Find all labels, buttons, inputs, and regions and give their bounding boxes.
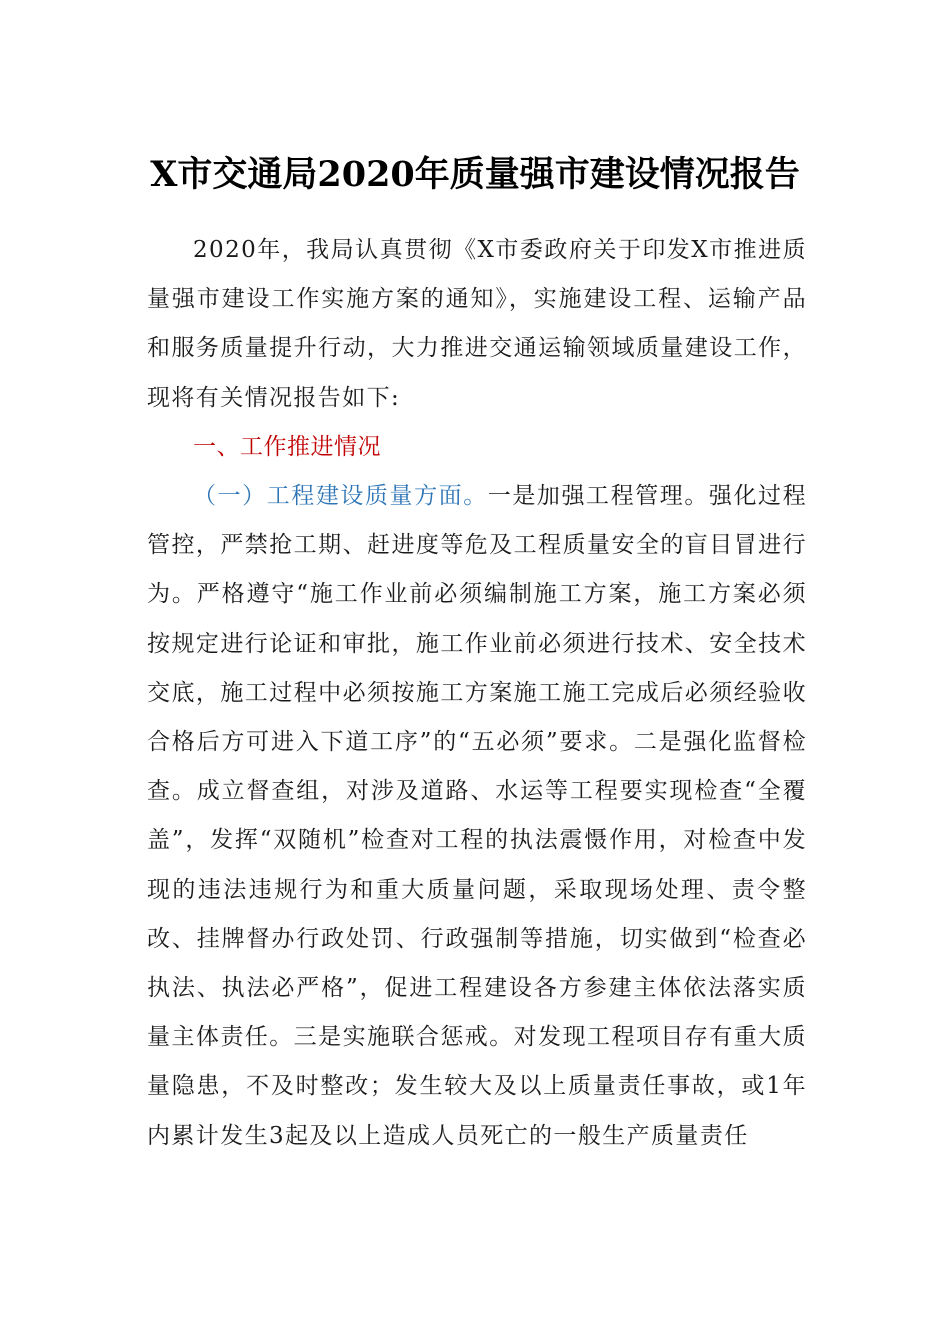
document-title: X市交通局2020年质量强市建设情况报告 [150,154,800,195]
section-heading: 一、工作推进情况 [193,433,381,460]
document-body [147,226,807,1161]
subsection-heading: （一）工程建设质量方面。 [193,483,488,510]
intro-paragraph: 2020年，我局认真贯彻《X市委政府关于印发X市推进质量强市建设工作实施方案的通知》，实施建设工程、运输产品和服务质量提升行动，大力推进交通运输领域质量建设工作，现将有关情况报告如下: [147,237,807,411]
subsection-body: 一是加强工程管理。强化过程管控，严禁抢工期、赶进度等危及工程质量安全的盲目冒进行为。严格遵守“施工作业前必须编制施工方案，施工方案必须按规定进行论证和审批，施工作业前必须进行技术、安全技术交底，施工过程中必须按施工方案施工施工完成后必须经验收合格后方可进入下道工序”的“五必须”要求。二是强化监督检查。成立督查组，对涉及道路、水运等工程要实现检查“全覆盖”，发挥“双随机”检查对工程的执法震慑作用，对检查中发现的违法违规行为和重大质量问题，采取现场处理、责令整改、挂牌督办行政处罚、行政强制等措施，切实做到“检查必执法、执法必严格”，促进工程建设各方参建主体依法落实质量主体责任。三是实施联合惩戒。对发现工程项目存有重大质量隐患，不及时整改；发生较大及以上质量责任事故，或1年内累计发生3起及以上造成人员死亡的一般生产质量责任 [147,483,807,1149]
subsection-paragraph [147,472,807,1161]
